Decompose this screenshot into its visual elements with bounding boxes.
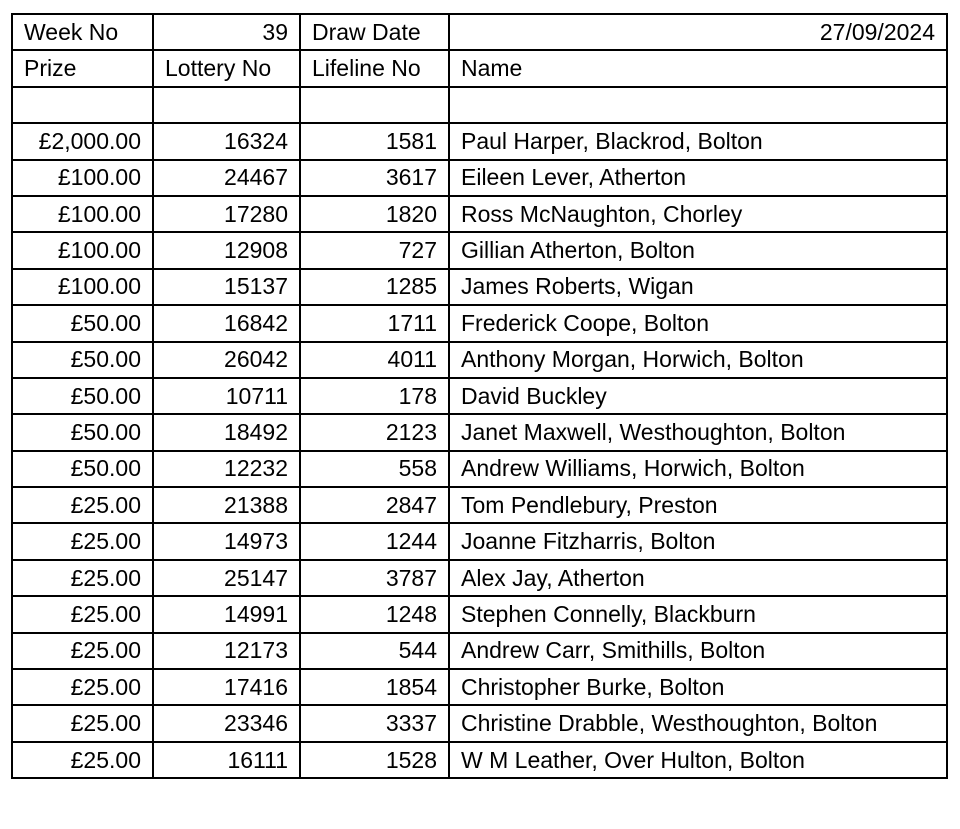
week-number: 39 <box>153 14 300 50</box>
lottery-number-cell: 17416 <box>153 669 300 705</box>
lifeline-number-column-header: Lifeline No <box>300 50 449 86</box>
lottery-number-cell: 18492 <box>153 414 300 450</box>
winner-row <box>12 232 947 268</box>
prize-cell: £25.00 <box>12 487 153 523</box>
winner-row <box>12 487 947 523</box>
lottery-number-cell: 12173 <box>153 633 300 669</box>
winner-name-cell: Stephen Connelly, Blackburn <box>449 596 947 632</box>
prize-cell: £2,000.00 <box>12 123 153 159</box>
winner-name-cell: James Roberts, Wigan <box>449 269 947 305</box>
winner-row <box>12 523 947 559</box>
lifeline-number-cell: 1528 <box>300 742 449 778</box>
lifeline-number-cell: 3337 <box>300 705 449 741</box>
empty-cell <box>449 87 947 123</box>
lottery-number-cell: 16324 <box>153 123 300 159</box>
winner-row <box>12 705 947 741</box>
winner-row <box>12 742 947 778</box>
winner-name-cell: Gillian Atherton, Bolton <box>449 232 947 268</box>
winner-row <box>12 669 947 705</box>
prize-cell: £50.00 <box>12 414 153 450</box>
lottery-number-cell: 24467 <box>153 160 300 196</box>
lottery-number-cell: 12908 <box>153 232 300 268</box>
winner-row <box>12 451 947 487</box>
prize-cell: £25.00 <box>12 633 153 669</box>
prize-cell: £100.00 <box>12 269 153 305</box>
lifeline-number-cell: 1244 <box>300 523 449 559</box>
empty-cell <box>300 87 449 123</box>
lottery-number-column-header: Lottery No <box>153 50 300 86</box>
winner-name-cell: Christine Drabble, Westhoughton, Bolton <box>449 705 947 741</box>
empty-cell <box>12 87 153 123</box>
lottery-number-cell: 10711 <box>153 378 300 414</box>
lottery-number-cell: 15137 <box>153 269 300 305</box>
lifeline-number-cell: 2847 <box>300 487 449 523</box>
spacer-row <box>12 87 947 123</box>
week-label: Week No <box>12 14 153 50</box>
winner-row <box>12 378 947 414</box>
prize-cell: £50.00 <box>12 451 153 487</box>
winner-row <box>12 596 947 632</box>
lifeline-number-cell: 4011 <box>300 342 449 378</box>
winner-name-cell: Andrew Williams, Horwich, Bolton <box>449 451 947 487</box>
prize-cell: £25.00 <box>12 596 153 632</box>
lottery-number-cell: 16842 <box>153 305 300 341</box>
winner-name-cell: Paul Harper, Blackrod, Bolton <box>449 123 947 159</box>
prize-cell: £25.00 <box>12 742 153 778</box>
lottery-number-cell: 26042 <box>153 342 300 378</box>
winner-name-cell: Ross McNaughton, Chorley <box>449 196 947 232</box>
lottery-number-cell: 25147 <box>153 560 300 596</box>
winner-name-cell: Eileen Lever, Atherton <box>449 160 947 196</box>
winner-row <box>12 160 947 196</box>
prize-cell: £50.00 <box>12 378 153 414</box>
prize-cell: £50.00 <box>12 342 153 378</box>
winner-name-cell: Christopher Burke, Bolton <box>449 669 947 705</box>
winner-name-cell: Anthony Morgan, Horwich, Bolton <box>449 342 947 378</box>
winner-name-cell: Frederick Coope, Bolton <box>449 305 947 341</box>
winner-name-cell: Tom Pendlebury, Preston <box>449 487 947 523</box>
winner-name-cell: Joanne Fitzharris, Bolton <box>449 523 947 559</box>
prize-cell: £25.00 <box>12 523 153 559</box>
lifeline-number-cell: 1711 <box>300 305 449 341</box>
winner-name-cell: Andrew Carr, Smithills, Bolton <box>449 633 947 669</box>
lifeline-number-cell: 1581 <box>300 123 449 159</box>
lottery-number-cell: 16111 <box>153 742 300 778</box>
winner-row <box>12 342 947 378</box>
lifeline-number-cell: 727 <box>300 232 449 268</box>
lifeline-number-cell: 178 <box>300 378 449 414</box>
winner-name-cell: Janet Maxwell, Westhoughton, Bolton <box>449 414 947 450</box>
prize-column-header: Prize <box>12 50 153 86</box>
lifeline-number-cell: 1248 <box>300 596 449 632</box>
lottery-number-cell: 17280 <box>153 196 300 232</box>
prize-cell: £100.00 <box>12 196 153 232</box>
winner-name-cell: David Buckley <box>449 378 947 414</box>
winner-row <box>12 123 947 159</box>
winner-row <box>12 269 947 305</box>
lifeline-number-cell: 3617 <box>300 160 449 196</box>
lottery-number-cell: 21388 <box>153 487 300 523</box>
prize-cell: £25.00 <box>12 705 153 741</box>
lottery-number-cell: 23346 <box>153 705 300 741</box>
lottery-number-cell: 14973 <box>153 523 300 559</box>
prize-cell: £100.00 <box>12 232 153 268</box>
prize-cell: £25.00 <box>12 669 153 705</box>
name-column-header: Name <box>449 50 947 86</box>
results-table-body <box>12 14 947 778</box>
prize-cell: £50.00 <box>12 305 153 341</box>
lifeline-number-cell: 544 <box>300 633 449 669</box>
lottery-number-cell: 12232 <box>153 451 300 487</box>
winner-row <box>12 633 947 669</box>
prize-cell: £25.00 <box>12 560 153 596</box>
draw-info-row <box>12 14 947 50</box>
column-header-row <box>12 50 947 86</box>
winner-row <box>12 560 947 596</box>
lifeline-number-cell: 1820 <box>300 196 449 232</box>
lifeline-number-cell: 3787 <box>300 560 449 596</box>
draw-date: 27/09/2024 <box>449 14 947 50</box>
winner-row <box>12 196 947 232</box>
lottery-number-cell: 14991 <box>153 596 300 632</box>
lifeline-number-cell: 1854 <box>300 669 449 705</box>
winner-name-cell: W M Leather, Over Hulton, Bolton <box>449 742 947 778</box>
prize-cell: £100.00 <box>12 160 153 196</box>
lifeline-number-cell: 558 <box>300 451 449 487</box>
empty-cell <box>153 87 300 123</box>
winner-row <box>12 305 947 341</box>
lifeline-number-cell: 2123 <box>300 414 449 450</box>
winner-row <box>12 414 947 450</box>
winner-name-cell: Alex Jay, Atherton <box>449 560 947 596</box>
draw-date-label: Draw Date <box>300 14 449 50</box>
lottery-results-table <box>11 13 948 779</box>
lifeline-number-cell: 1285 <box>300 269 449 305</box>
